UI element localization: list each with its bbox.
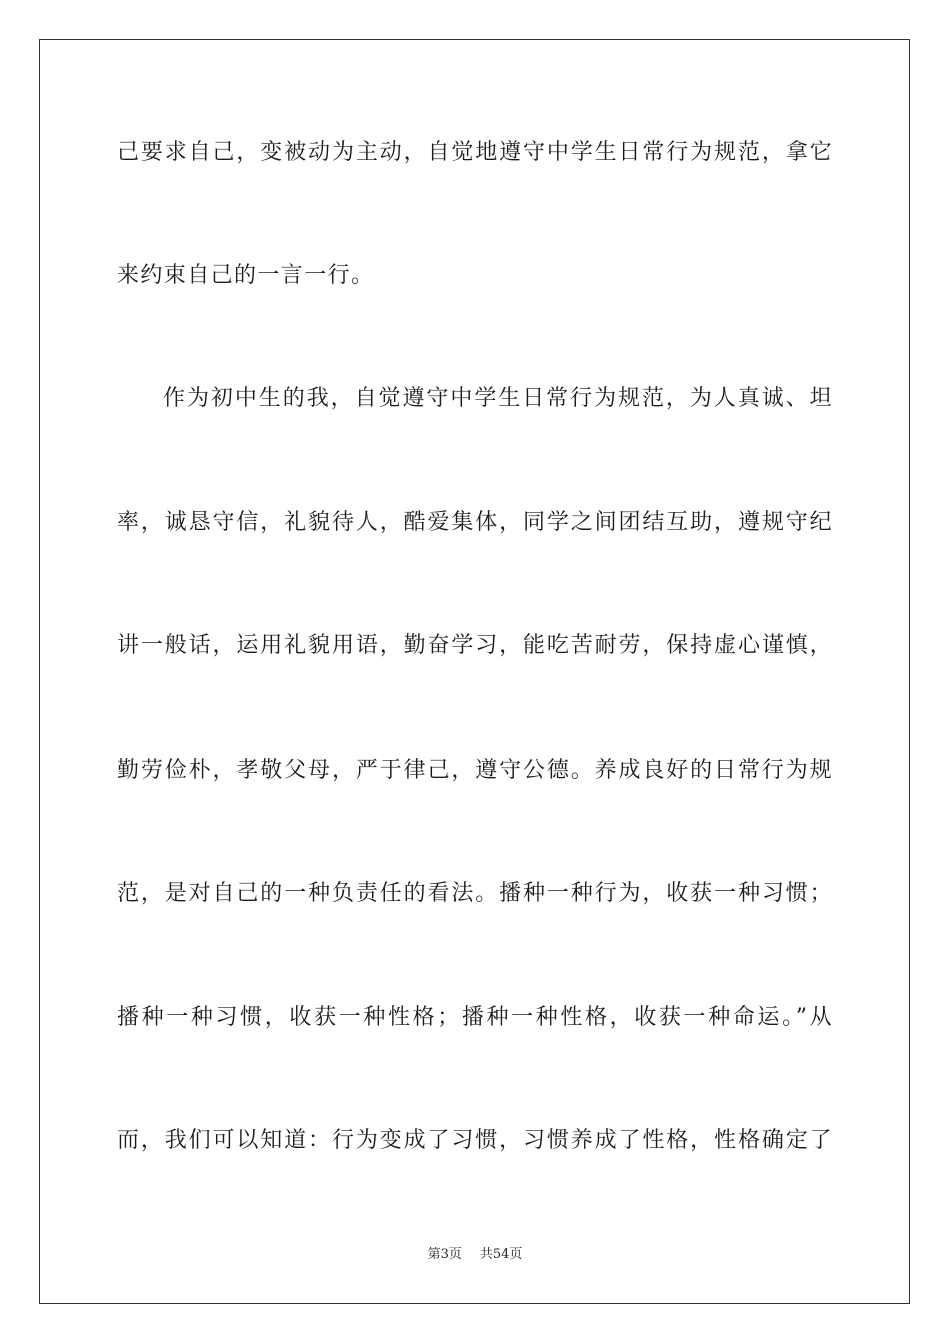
paragraph-line: 而，我们可以知道：行为变成了习惯，习惯养成了性格，性格确定了 <box>117 1128 833 1153</box>
paragraph-line: 来约束自己的一言一行。 <box>117 263 375 288</box>
page-total: 共54页 <box>479 1247 523 1262</box>
paragraph-line: 率，诚恳守信，礼貌待人，酷爱集体，同学之间团结互助，遵规守纪 <box>117 510 833 535</box>
page-number: 第3页 <box>427 1247 462 1262</box>
page-border <box>39 39 910 1304</box>
page-footer <box>0 1246 950 1264</box>
paragraph-line: 作为初中生的我，自觉遵守中学生日常行为规范，为人真诚、坦 <box>163 386 833 411</box>
paragraph-line: 勤劳俭朴，孝敬父母，严于律己，遵守公德。养成良好的日常行为规 <box>117 758 833 783</box>
paragraph-line: 讲一般话，运用礼貌用语，勤奋学习，能吃苦耐劳，保持虚心谨慎， <box>117 633 833 658</box>
paragraph-line: 播种一种习惯，收获一种性格；播种一种性格，收获一种命运。”从 <box>117 1005 833 1030</box>
paragraph-line: 范，是对自己的一种负责任的看法。播种一种行为，收获一种习惯； <box>117 881 833 906</box>
paragraph-line: 己要求自己，变被动为主动，自觉地遵守中学生日常行为规范，拿它 <box>117 140 833 165</box>
